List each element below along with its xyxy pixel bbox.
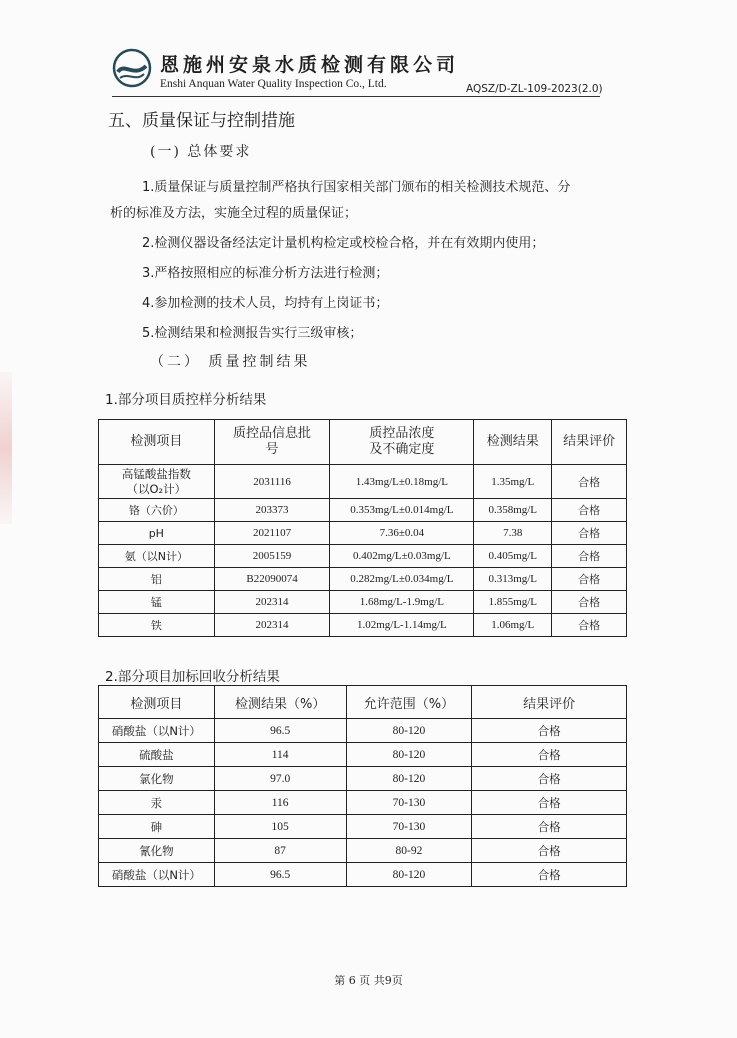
table-row [99,545,627,568]
table-cell: 7.38 [474,522,552,545]
table-cell: 合格 [472,815,627,839]
table-row [99,815,627,839]
table2-title: 2.部分项目加标回收分析结果 [105,669,280,685]
table-cell: 氨（以N计） [99,545,215,568]
spike-recovery-table [98,685,627,887]
column-header: 检测结果 [474,420,552,465]
table-cell: 铬（六价） [99,499,215,522]
table-cell: 70-130 [346,791,472,815]
table-row [99,791,627,815]
header-divider [112,96,600,97]
table-cell: 0.358mg/L [474,499,552,522]
requirement-item: 析的标准及方法，实施全过程的质量保证； [110,206,358,221]
table-cell: 70-130 [346,815,472,839]
table-row [99,465,627,499]
table-row [99,767,627,791]
table-cell: 114 [214,743,346,767]
table-cell: 硝酸盐（以N计） [99,863,215,887]
company-logo-icon [112,48,152,88]
document-code: AQSZ/D-ZL-109-2023(2.0) [466,83,603,95]
table-cell: 汞 [99,791,215,815]
table-cell: 锰 [99,591,215,614]
table-cell: 1.06mg/L [474,614,552,637]
table-cell: 80-120 [346,743,472,767]
table-header-row [99,420,627,465]
table-cell: 87 [214,839,346,863]
table-cell: 氰化物 [99,839,215,863]
table-cell: 1.855mg/L [474,591,552,614]
column-header: 质控品信息批 号 [214,420,330,465]
table-cell: 硫酸盐 [99,743,215,767]
column-header: 检测结果（%） [214,686,346,719]
column-header: 结果评价 [552,420,627,465]
table-cell: 合格 [552,465,627,499]
table-cell: 合格 [472,719,627,743]
requirement-item: 4.参加检测的技术人员，均持有上岗证书； [142,296,389,311]
table-cell: 1.02mg/L-1.14mg/L [330,614,474,637]
table-cell: pH [99,522,215,545]
table-cell: 80-120 [346,719,472,743]
table-cell: 0.402mg/L±0.03mg/L [330,545,474,568]
section-title: 五、质量保证与控制措施 [108,111,295,131]
company-name-en: Enshi Anquan Water Quality Inspection Co., Ltd. [160,78,387,90]
table-cell: 0.313mg/L [474,568,552,591]
table-cell: 97.0 [214,767,346,791]
table-cell: 202314 [214,614,330,637]
table-cell: 合格 [552,499,627,522]
table-row [99,591,627,614]
table-cell: 高锰酸盐指数 （以O₂计） [99,465,215,499]
table-cell: 砷 [99,815,215,839]
table-cell: 105 [214,815,346,839]
column-header: 允许范围（%） [346,686,472,719]
table-cell: 1.35mg/L [474,465,552,499]
table-cell: 合格 [552,614,627,637]
requirement-item: 1.质量保证与质量控制严格执行国家相关部门颁布的相关检测技术规范、分 [142,180,571,195]
table-cell: 1.68mg/L-1.9mg/L [330,591,474,614]
table-cell: 合格 [472,863,627,887]
column-header: 结果评价 [472,686,627,719]
table-row [99,499,627,522]
table-cell: 80-92 [346,839,472,863]
table-cell: 80-120 [346,767,472,791]
table-row [99,522,627,545]
table-cell: 203373 [214,499,330,522]
table-cell: 1.43mg/L±0.18mg/L [330,465,474,499]
requirement-item: 3.严格按照相应的标准分析方法进行检测； [142,266,389,281]
table-row [99,719,627,743]
table-row [99,568,627,591]
table-cell: 合格 [552,522,627,545]
table-cell: 0.282mg/L±0.034mg/L [330,568,474,591]
table-cell: 116 [214,791,346,815]
table-cell: 0.353mg/L±0.014mg/L [330,499,474,522]
table-cell: 96.5 [214,863,346,887]
table1-title: 1.部分项目质控样分析结果 [105,392,267,408]
column-header: 检测项目 [99,686,215,719]
column-header: 检测项目 [99,420,215,465]
table-cell: 0.405mg/L [474,545,552,568]
table-row [99,743,627,767]
requirement-item: 5.检测结果和检测报告实行三级审核； [142,326,363,341]
table-row [99,863,627,887]
table-cell: B22090074 [214,568,330,591]
table-cell: 7.36±0.04 [330,522,474,545]
general-requirements-heading: (一) 总体要求 [150,144,252,160]
table-cell: 2005159 [214,545,330,568]
page-number: 第 6 页 共9页 [334,974,403,987]
table-cell: 合格 [552,568,627,591]
table-cell: 2021107 [214,522,330,545]
seal-stamp-fragment [0,372,12,524]
qc-results-heading: （二） 质量控制结果 [150,354,311,370]
table-cell: 合格 [552,591,627,614]
table-row [99,614,627,637]
table-cell: 合格 [552,545,627,568]
qc-sample-table [98,419,627,637]
requirement-item: 2.检测仪器设备经法定计量机构检定或校检合格，并在有效期内使用； [142,236,545,251]
table-cell: 96.5 [214,719,346,743]
table-cell: 合格 [472,767,627,791]
table-cell: 80-120 [346,863,472,887]
table-cell: 铝 [99,568,215,591]
table-cell: 合格 [472,743,627,767]
table-cell: 202314 [214,591,330,614]
table-row [99,839,627,863]
column-header: 质控品浓度 及不确定度 [330,420,474,465]
table-header-row [99,686,627,719]
table-cell: 合格 [472,839,627,863]
table-cell: 硝酸盐（以N计） [99,719,215,743]
table-cell: 2031116 [214,465,330,499]
table-cell: 氯化物 [99,767,215,791]
table-cell: 合格 [472,791,627,815]
company-name-cn: 恩施州安泉水质检测有限公司 [160,54,460,76]
table-cell: 铁 [99,614,215,637]
